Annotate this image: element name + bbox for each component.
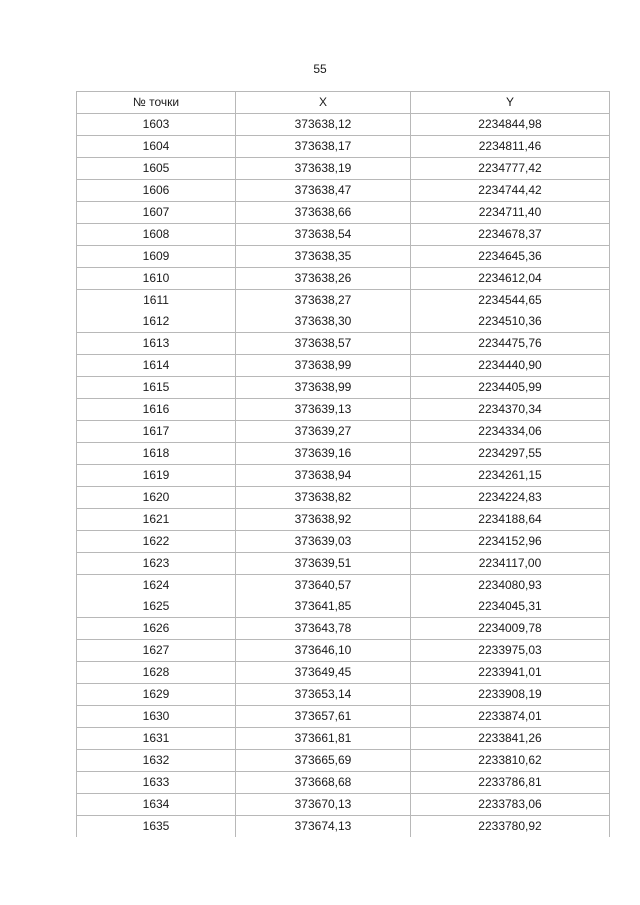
cell-point-number: 1614 <box>77 355 236 377</box>
cell-x: 373638,17 <box>236 136 411 158</box>
table-row <box>77 728 610 750</box>
cell-x: 373639,27 <box>236 421 411 443</box>
header-x: X <box>236 92 411 114</box>
table-row <box>77 575 610 597</box>
table-row <box>77 684 610 706</box>
table-row <box>77 202 610 224</box>
cell-point-number: 1630 <box>77 706 236 728</box>
cell-x: 373638,27 <box>236 290 411 312</box>
table-row <box>77 333 610 355</box>
cell-x: 373638,82 <box>236 487 411 509</box>
table-row <box>77 794 610 816</box>
table-row <box>77 268 610 290</box>
cell-point-number: 1609 <box>77 246 236 268</box>
cell-x: 373638,35 <box>236 246 411 268</box>
table-row <box>77 114 610 136</box>
table-row <box>77 377 610 399</box>
cell-x: 373638,99 <box>236 355 411 377</box>
cell-point-number: 1625 <box>77 596 236 618</box>
cell-point-number: 1632 <box>77 750 236 772</box>
cell-y: 2234510,36 <box>411 311 610 333</box>
page-number: 55 <box>313 62 327 76</box>
cell-x: 373668,68 <box>236 772 411 794</box>
cell-point-number: 1635 <box>77 816 236 838</box>
cell-x: 373670,13 <box>236 794 411 816</box>
cell-point-number: 1628 <box>77 662 236 684</box>
table-row <box>77 816 610 838</box>
table-row <box>77 180 610 202</box>
cell-point-number: 1633 <box>77 772 236 794</box>
cell-y: 2234744,42 <box>411 180 610 202</box>
table-row <box>77 772 610 794</box>
cell-y: 2234224,83 <box>411 487 610 509</box>
cell-y: 2234544,65 <box>411 290 610 312</box>
cell-point-number: 1612 <box>77 311 236 333</box>
cell-point-number: 1627 <box>77 640 236 662</box>
table-header-row <box>77 92 610 114</box>
table-row <box>77 136 610 158</box>
cell-y: 2234777,42 <box>411 158 610 180</box>
cell-y: 2233810,62 <box>411 750 610 772</box>
cell-y: 2234334,06 <box>411 421 610 443</box>
cell-point-number: 1622 <box>77 531 236 553</box>
cell-point-number: 1616 <box>77 399 236 421</box>
header-point-number: № точки <box>77 92 236 114</box>
table-row <box>77 290 610 312</box>
table-row <box>77 706 610 728</box>
table-row <box>77 596 610 618</box>
cell-y: 2234370,34 <box>411 399 610 421</box>
cell-y: 2234261,15 <box>411 465 610 487</box>
cell-x: 373638,57 <box>236 333 411 355</box>
cell-x: 373653,14 <box>236 684 411 706</box>
cell-point-number: 1606 <box>77 180 236 202</box>
cell-point-number: 1617 <box>77 421 236 443</box>
cell-y: 2233783,06 <box>411 794 610 816</box>
cell-y: 2233908,19 <box>411 684 610 706</box>
cell-x: 373661,81 <box>236 728 411 750</box>
table-row <box>77 509 610 531</box>
cell-point-number: 1610 <box>77 268 236 290</box>
cell-point-number: 1618 <box>77 443 236 465</box>
cell-y: 2234045,31 <box>411 596 610 618</box>
table-row <box>77 158 610 180</box>
cell-point-number: 1608 <box>77 224 236 246</box>
cell-point-number: 1624 <box>77 575 236 597</box>
table-row <box>77 750 610 772</box>
table-row <box>77 553 610 575</box>
table-row <box>77 355 610 377</box>
cell-x: 373638,26 <box>236 268 411 290</box>
cell-x: 373657,61 <box>236 706 411 728</box>
cell-y: 2234844,98 <box>411 114 610 136</box>
table-row <box>77 531 610 553</box>
cell-y: 2234405,99 <box>411 377 610 399</box>
cell-y: 2233941,01 <box>411 662 610 684</box>
table-row <box>77 399 610 421</box>
table-row <box>77 465 610 487</box>
cell-point-number: 1611 <box>77 290 236 312</box>
cell-x: 373638,12 <box>236 114 411 136</box>
table-row <box>77 443 610 465</box>
cell-x: 373640,57 <box>236 575 411 597</box>
cell-x: 373639,16 <box>236 443 411 465</box>
table-row <box>77 487 610 509</box>
cell-x: 373639,13 <box>236 399 411 421</box>
cell-point-number: 1620 <box>77 487 236 509</box>
cell-x: 373639,03 <box>236 531 411 553</box>
table-row <box>77 618 610 640</box>
cell-point-number: 1607 <box>77 202 236 224</box>
cell-y: 2234009,78 <box>411 618 610 640</box>
cell-x: 373646,10 <box>236 640 411 662</box>
cell-x: 373674,13 <box>236 816 411 838</box>
cell-y: 2234152,96 <box>411 531 610 553</box>
cell-x: 373643,78 <box>236 618 411 640</box>
table-row <box>77 421 610 443</box>
cell-x: 373638,92 <box>236 509 411 531</box>
cell-y: 2233874,01 <box>411 706 610 728</box>
cell-y: 2234080,93 <box>411 575 610 597</box>
cell-x: 373665,69 <box>236 750 411 772</box>
header-y: Y <box>411 92 610 114</box>
cell-point-number: 1623 <box>77 553 236 575</box>
cell-y: 2233841,26 <box>411 728 610 750</box>
cell-y: 2234297,55 <box>411 443 610 465</box>
cell-point-number: 1619 <box>77 465 236 487</box>
cell-y: 2234117,00 <box>411 553 610 575</box>
cell-point-number: 1613 <box>77 333 236 355</box>
cell-y: 2234711,40 <box>411 202 610 224</box>
cell-y: 2233780,92 <box>411 816 610 838</box>
table-row <box>77 640 610 662</box>
cell-y: 2234645,36 <box>411 246 610 268</box>
cell-y: 2233786,81 <box>411 772 610 794</box>
cell-point-number: 1615 <box>77 377 236 399</box>
cell-y: 2234440,90 <box>411 355 610 377</box>
cell-y: 2234612,04 <box>411 268 610 290</box>
cell-x: 373638,66 <box>236 202 411 224</box>
cell-x: 373641,85 <box>236 596 411 618</box>
cell-y: 2234678,37 <box>411 224 610 246</box>
cell-x: 373639,51 <box>236 553 411 575</box>
cell-x: 373649,45 <box>236 662 411 684</box>
table-row <box>77 662 610 684</box>
cell-y: 2234475,76 <box>411 333 610 355</box>
cell-point-number: 1621 <box>77 509 236 531</box>
cell-x: 373638,19 <box>236 158 411 180</box>
table-body <box>77 114 610 838</box>
cell-x: 373638,99 <box>236 377 411 399</box>
coordinates-table <box>76 91 610 837</box>
table-row <box>77 224 610 246</box>
cell-x: 373638,30 <box>236 311 411 333</box>
cell-point-number: 1604 <box>77 136 236 158</box>
cell-point-number: 1634 <box>77 794 236 816</box>
cell-y: 2234811,46 <box>411 136 610 158</box>
cell-point-number: 1629 <box>77 684 236 706</box>
cell-point-number: 1626 <box>77 618 236 640</box>
cell-y: 2233975,03 <box>411 640 610 662</box>
cell-x: 373638,47 <box>236 180 411 202</box>
cell-point-number: 1631 <box>77 728 236 750</box>
table-row <box>77 246 610 268</box>
cell-y: 2234188,64 <box>411 509 610 531</box>
cell-point-number: 1603 <box>77 114 236 136</box>
cell-x: 373638,94 <box>236 465 411 487</box>
table-row <box>77 311 610 333</box>
cell-point-number: 1605 <box>77 158 236 180</box>
cell-x: 373638,54 <box>236 224 411 246</box>
